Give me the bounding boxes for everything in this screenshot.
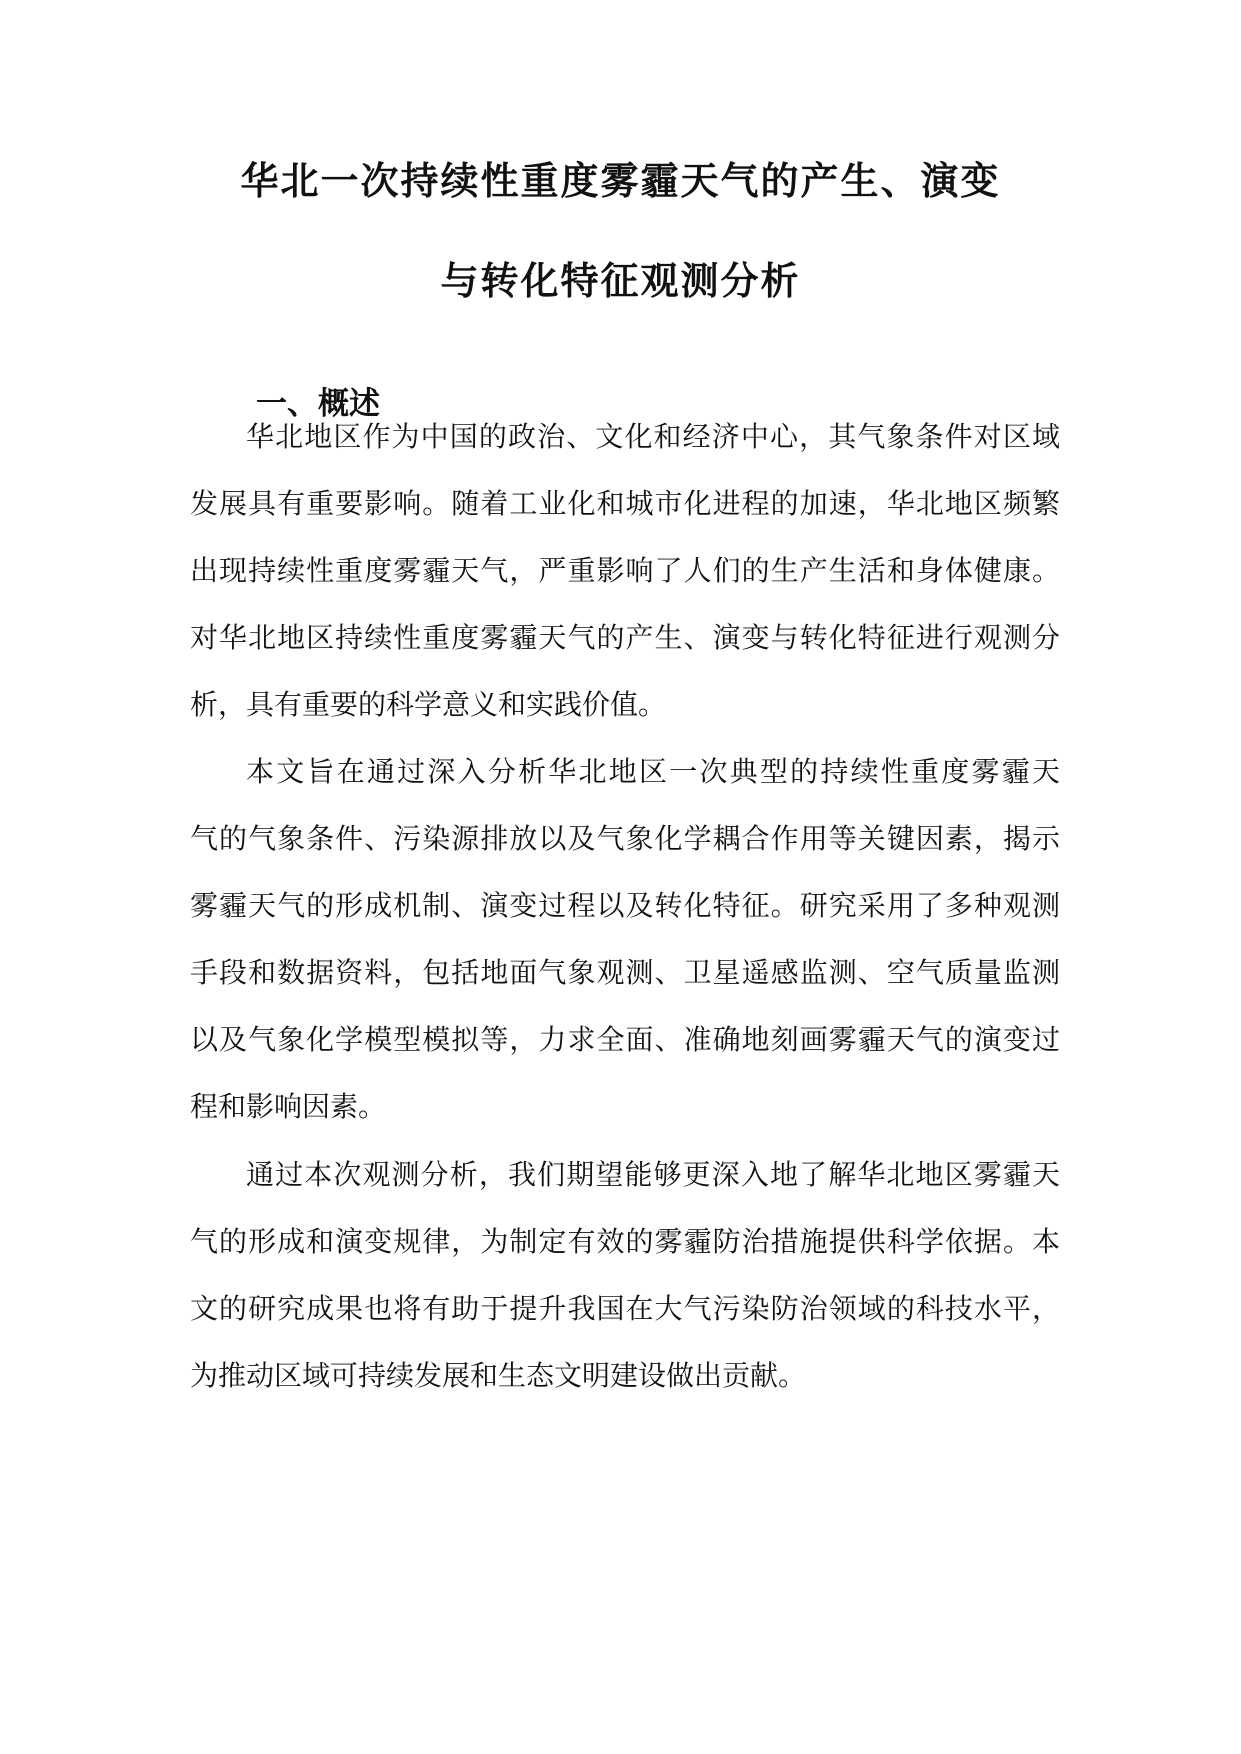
paragraph-3-line-3: 文的研究成果也将有助于提升我国在大气污染防治领域的科技水平，: [190, 1292, 1060, 1325]
paragraph-2-line-1: 本文旨在通过深入分析华北地区一次典型的持续性重度雾霾天: [246, 755, 1060, 788]
paragraph-1-line-2: 发展具有重要影响。随着工业化和城市化进程的加速，华北地区频繁: [190, 487, 1060, 520]
paragraph-2-line-2: 气的气象条件、污染源排放以及气象化学耦合作用等关键因素，揭示: [190, 822, 1060, 855]
paragraph-3-line-4: 为推动区域可持续发展和生态文明建设做出贡献。: [190, 1359, 807, 1392]
paragraph-1-line-1: 华北地区作为中国的政治、文化和经济中心，其气象条件对区域: [246, 420, 1060, 453]
document-title-line-2: 与转化特征观测分析: [440, 258, 801, 303]
paragraph-2-line-3: 雾霾天气的形成机制、演变过程以及转化特征。研究采用了多种观测: [190, 889, 1060, 922]
paragraph-1-line-4: 对华北地区持续性重度雾霾天气的产生、演变与转化特征进行观测分: [190, 621, 1060, 654]
paragraph-1-line-5: 析，具有重要的科学意义和实践价值。: [190, 688, 667, 721]
paragraph-1-line-3: 出现持续性重度雾霾天气，严重影响了人们的生产生活和身体健康。: [190, 554, 1060, 587]
paragraph-3-line-1: 通过本次观测分析，我们期望能够更深入地了解华北地区雾霾天: [246, 1158, 1060, 1191]
section-heading: 一、概述: [256, 386, 380, 422]
paragraph-3-line-2: 气的形成和演变规律，为制定有效的雾霾防治措施提供科学依据。本: [190, 1225, 1060, 1258]
document-title-line-1: 华北一次持续性重度雾霾天气的产生、演变: [240, 158, 1001, 203]
paragraph-2-line-4: 手段和数据资料，包括地面气象观测、卫星遥感监测、空气质量监测: [190, 956, 1060, 989]
paragraph-2-line-5: 以及气象化学模型模拟等，力求全面、准确地刻画雾霾天气的演变过: [190, 1023, 1060, 1056]
paragraph-2-line-6: 程和影响因素。: [190, 1090, 387, 1123]
